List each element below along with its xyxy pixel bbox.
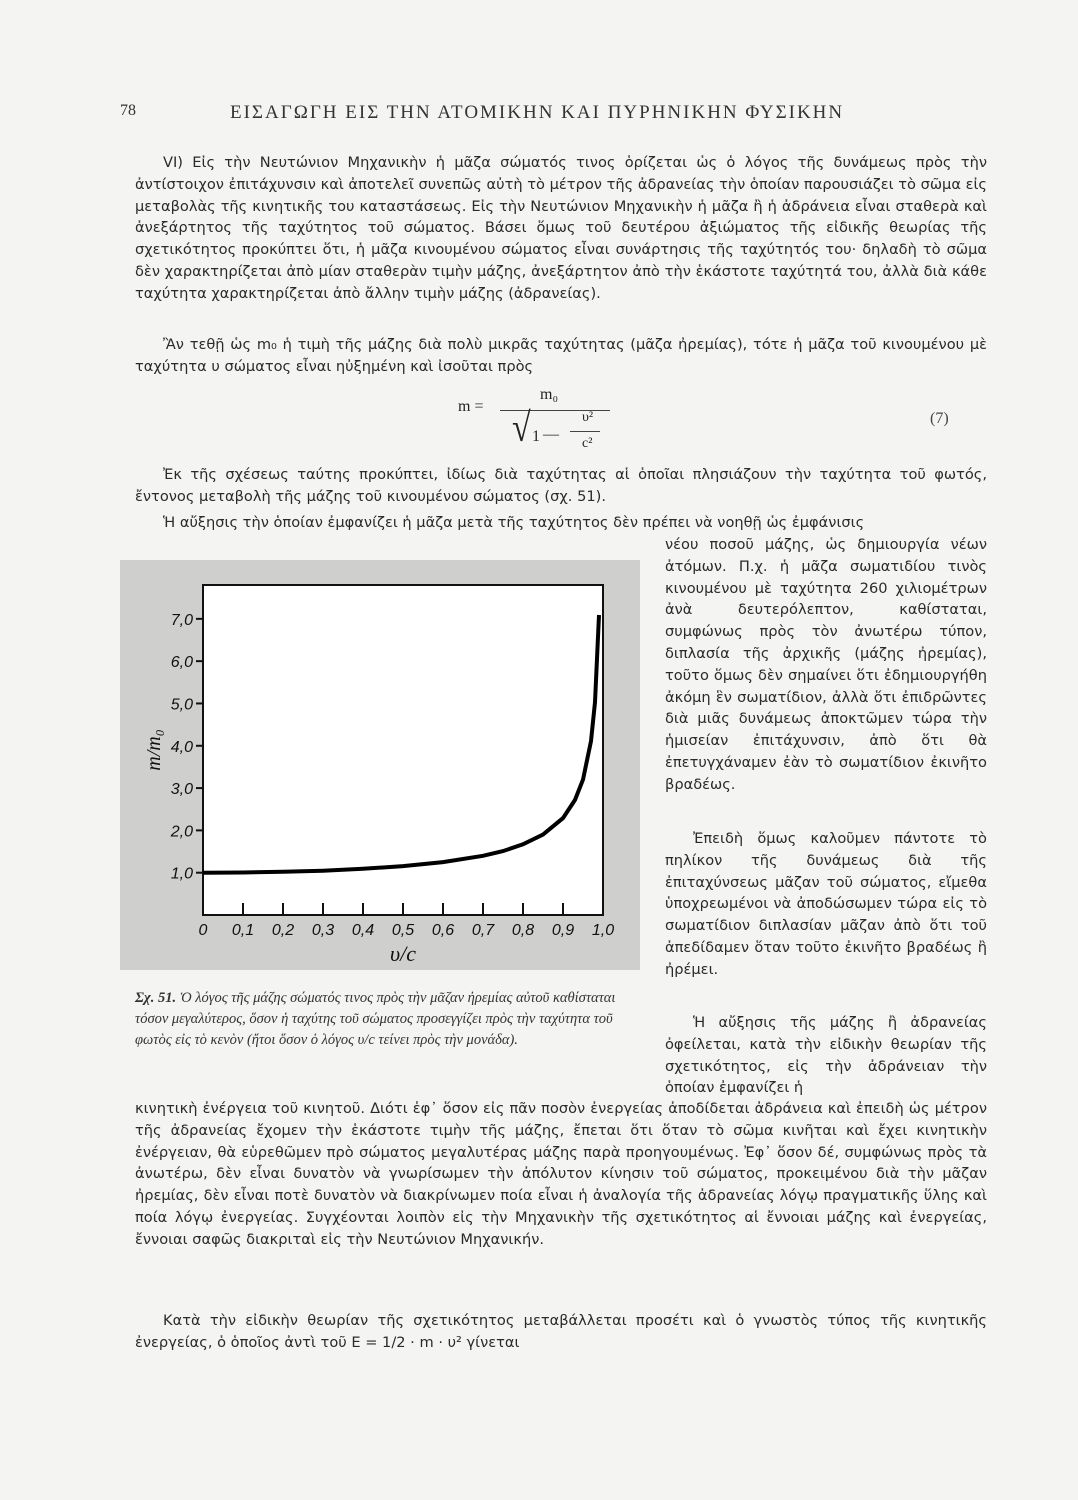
x-tick-label: 0,4 (351, 922, 375, 939)
paragraph-2: Ἂν τεθῇ ὡς m₀ ἡ τιμὴ τῆς μάζης διὰ πολὺ μικρᾶς ταχύτητας (μᾶζα ἠρεμίας), τότε ἡ μᾶζα τοῦ κινουμένου μὲ ταχύτητα υ σώματος εἶναι ηὐξημένη καὶ ἰσοῦται πρὸς (135, 336, 987, 375)
y-tick-label: 2,0 (170, 823, 193, 841)
y-tick-label: 6,0 (170, 654, 193, 672)
x-tick-label: 0,1 (231, 922, 255, 939)
x-tick-label: 0,6 (431, 922, 455, 939)
running-title: ΕΙΣΑΓΩΓΗ ΕΙΣ ΤΗΝ ΑΤΟΜΙΚΗΝ ΚΑΙ ΠΥΡΗΝΙΚΗΝ ΦΥΣΙΚΗΝ (230, 102, 845, 123)
formula-v2: υ² (582, 410, 594, 425)
x-tick-label: 0,2 (271, 922, 295, 939)
formula-numerator: m₀ (540, 386, 559, 403)
x-tick-label: 0,8 (511, 922, 535, 939)
figure-51 (120, 560, 640, 970)
x-tick-label: 0 (198, 922, 208, 939)
x-axis-label: υ/c (390, 941, 416, 966)
running-header (120, 102, 980, 132)
formula-lhs: m = (458, 398, 484, 415)
formula-one: 1 (532, 428, 540, 445)
paragraph-4-side: νέου ποσοῦ μάζης, ὡς δημιουργία νέων ἀτόμων. Π.χ. ἡ μᾶζα σωματιδίου τινὸς κινουμένου μὲ ταχύτητα 260 χιλιομέτρων ἀνὰ δευτερόλεπτον, καθίσταται, συμφώνως πρὸς τὸν ἀνωτέρω τύπον, διπλασία τῆς ἀρχικῆς (μάζης ἠρεμίας), τοῦτο ὅμως δὲν σημαίνει ὅτι ἐδημιουργήθη ἀκόμη ἓν σωματίδιον, ἀλλὰ ὅτι ἐπιδρῶντες διὰ μιᾶς δυνάμεως ἀποκτῶμεν τώρα τὴν ἡμισείαν ἐπιτάχυνσιν, ἀπὸ ὅτι θὰ ἐπετυγχάναμεν ἐὰν τὸ σωματίδιον ἐκινῆτο βραδέως. (665, 536, 987, 793)
formula-c2: c² (582, 436, 593, 451)
paragraph-6-side: Ἡ αὔξησις τῆς μάζης ἢ ἀδρανείας ὀφείλεται, κατὰ τὴν εἰδικὴν θεωρίαν τῆς σχετικότητος, εἰς τὴν ἀδράνειαν τὴν ὁποίαν ἐμφανίζει ἡ (665, 1014, 987, 1097)
caption-text: Ὁ λόγος τῆς μάζης σώματός τινος πρὸς τὴν μᾶζαν ἠρεμίας αὐτοῦ καθίσταται τόσον μεγαλύτερος, ὅσον ἡ ταχύτης τοῦ σώματος προσεγγίζει πρὸς τὴν ταχύτητα τοῦ φωτὸς εἰς τὸ κενὸν (ἤτοι ὅσον ὁ λόγος υ/c τείνει πρὸς τὴν μονάδα). (135, 990, 616, 1048)
paragraph-1: VI) Εἰς τὴν Νευτώνιον Μηχανικὴν ἡ μᾶζα σώματός τινος ὁρίζεται ὡς ὁ λόγος τῆς δυνάμεως πρὸς τὴν ἀντίστοιχον ἐπιτάχυνσιν καὶ ἀποτελεῖ συνεπῶς αὐτὴ τὸ μέτρον τῆς ἀδρανείας τὴν ὁποίαν παρουσιάζει τὸ σῶμα εἰς μεταβολὰς τῆς κινητικῆς του καταστάσεως. Εἰς τὴν Νευτώνιον Μηχανικὴν ἡ μᾶζα ἢ ἡ ἀδράνεια εἶναι σταθερὰ καὶ ἀνεξάρτητος τῆς ταχύτητος τοῦ σώματος. Βάσει ὅμως τοῦ δευτέρου ἀξιώματος τῆς εἰδικῆς θεωρίας τῆς σχετικότητος προκύπτει ὅτι, ἡ μᾶζα κινουμένου σώματος εἶναι συνάρτησις τῆς ταχύτητός του· δηλαδὴ τὸ σῶμα δὲν χαρακτηρίζεται ἀπὸ μίαν σταθερὰν τιμὴν μάζης, ἀνεξάρτητον ἀπὸ τὴν ἑκάστοτε ταχύτητά του, ἀλλὰ διὰ κάθε ταχύτητα χαρακτηρίζεται ἀπὸ ἄλλην τιμὴν μάζης (ἀδρανείας). (135, 154, 987, 302)
formula-minus: — (543, 426, 559, 443)
y-tick-label: 4,0 (170, 738, 193, 756)
paragraph-6-full: κινητικὴ ἐνέργεια τοῦ κινητοῦ. Διότι ἐφ᾽ ὅσον εἰς πᾶν ποσὸν ἐνεργείας ἀποδίδεται ἀδράνεια καὶ ἐπειδὴ ὡς μέτρον τῆς ἀδρανείας ἔχομεν τὴν ἑκάστοτε τιμὴν τῆς μάζης, ἔπεται ὅτι ὅταν τὸ σῶμα κινῆται καὶ ἔχει κινητικὴν ἐνέργειαν, θὰ εὑρεθῶμεν πρὸ σώματος μεγαλυτέρας μάζης παρὰ προηγουμένως. Ἐφ᾽ ὅσον δέ, συμφώνως πρὸς τὰ ἀνωτέρω, δὲν εἶναι δυνατὸν νὰ γνωρίσωμεν τὴν ἀπόλυτον κίνησιν τοῦ σώματος, προκειμένου διὰ τὴν μᾶζαν ἠρεμίας, δὲν εἶναι ποτὲ δυνατὸν νὰ διακρίνωμεν ποία εἶναι ἡ ἀναλογία τῆς ἀδρανείας λόγῳ πραγματικῆς ὕλης καὶ ποία λόγῳ ἐνεργείας. Συγχέονται λοιπὸν εἰς τὴν Μηχανικὴν τῆς σχετικότητος αἱ ἔννοιαι μάζης καὶ ἐνεργείας, ἔννοιαι σαφῶς διακριταὶ εἰς τὴν Νευτώνιον Μηχανικήν. (135, 1100, 987, 1248)
y-tick-label: 7,0 (170, 611, 193, 629)
x-tick-label: 0,5 (391, 922, 415, 939)
paragraph-5-side: Ἐπειδὴ ὅμως καλοῦμεν πάντοτε τὸ πηλίκον τῆς δυνάμεως διὰ τῆς ἐπιταχύνσεως μᾶζαν τοῦ σώματος, εἴμεθα ὑποχρεωμένοι νὰ ἀποδώσωμεν τώρα εἰς τὸ σωματίδιον διπλασίαν μᾶζαν ἀπὸ ὅτι τοῦ ἀπεδίδαμεν ὅταν τοῦτο ἐκινῆτο βραδέως ἢ ἠρέμει. (665, 830, 987, 978)
radical-sign: √ (512, 406, 531, 451)
y-axis-label: m/m₀ (143, 729, 165, 771)
paragraph-3: Ἐκ τῆς σχέσεως ταύτης προκύπτει, ἰδίως διὰ ταχύτητας αἱ ὁποῖαι πλησιάζουν τὴν ταχύτητα τοῦ φωτός, ἔντονος μεταβολὴ τῆς μάζης τοῦ κινουμένου σώματος (σχ. 51). (135, 466, 987, 505)
caption-label: Σχ. 51. (135, 990, 177, 1006)
x-tick-label: 0,9 (551, 922, 575, 939)
equation-number: (7) (930, 410, 949, 427)
page-number: 78 (120, 102, 136, 119)
x-tick-label: 1,0 (591, 922, 615, 939)
x-tick-label: 0,7 (471, 922, 495, 939)
y-tick-label: 5,0 (170, 696, 193, 714)
y-tick-label: 3,0 (170, 781, 193, 799)
x-tick-label: 0,3 (311, 922, 335, 939)
inner-fraction-bar (570, 431, 600, 432)
mass-formula (420, 388, 630, 460)
y-tick-label: 1,0 (170, 865, 193, 883)
paragraph-7: Κατὰ τὴν εἰδικὴν θεωρίαν τῆς σχετικότητος μεταβάλλεται προσέτι καὶ ὁ γνωστὸς τύπος τῆς κινητικῆς ἐνεργείας, ὁ ὁποῖος ἀντὶ τοῦ E = 1/2 · m · υ² γίνεται (135, 1312, 987, 1351)
figure-caption (135, 988, 635, 1051)
paragraph-4-line1: Ἡ αὔξησις τὴν ὁποίαν ἐμφανίζει ἡ μᾶζα μετὰ τῆς ταχύτητος δὲν πρέπει νὰ νοηθῇ ὡς ἐμφάνισις (163, 514, 865, 531)
mass-velocity-chart (120, 560, 640, 970)
